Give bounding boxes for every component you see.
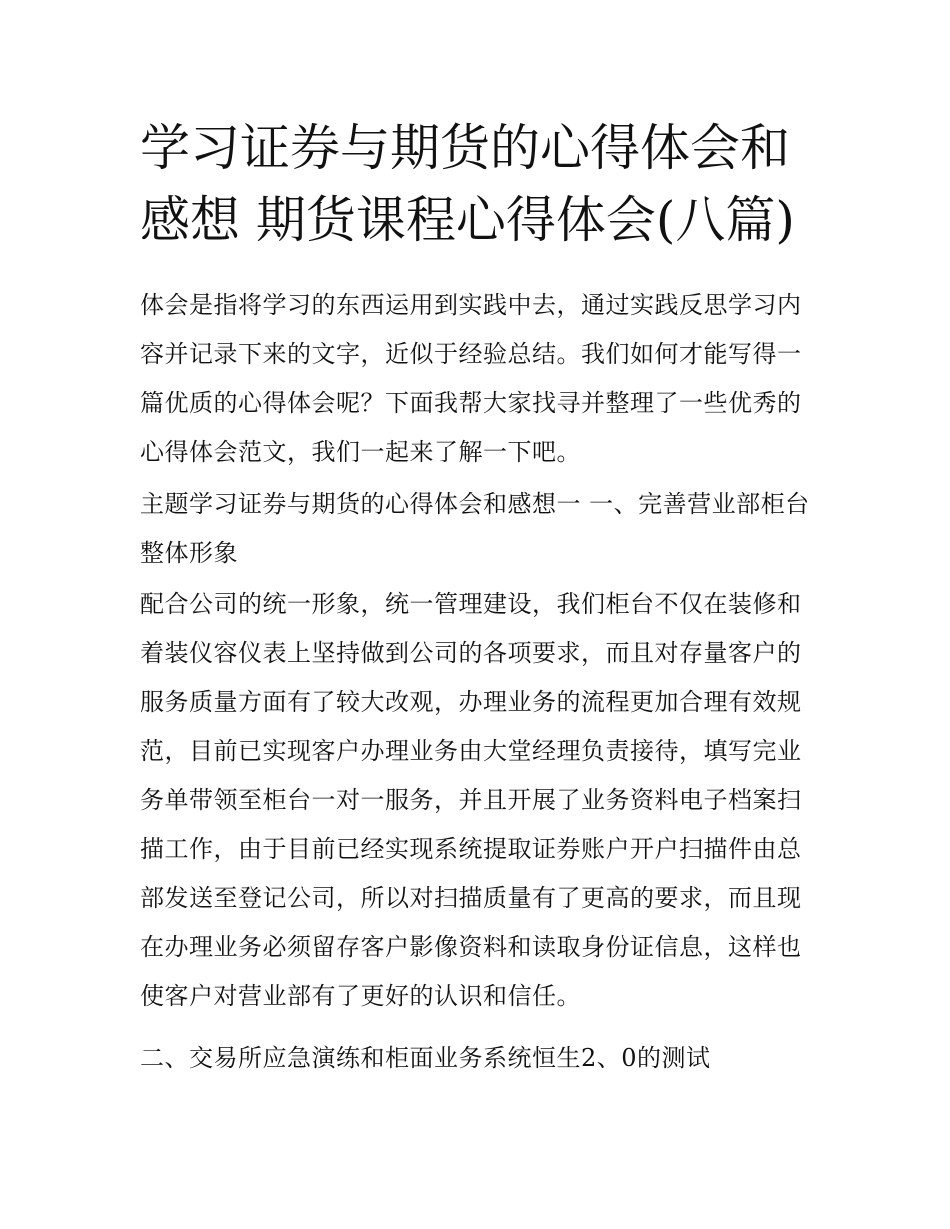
section-heading: 二、交易所应急演练和柜面业务系统恒生2、0的测试 xyxy=(140,1044,711,1072)
document-title: 学习证券与期货的心得体会和感想 期货课程心得体会(八篇) xyxy=(140,119,795,249)
topic-paragraph: 主题学习证券与期货的心得体会和感想一 一、完善营业部柜台整体形象 xyxy=(140,490,810,567)
body-paragraph: 配合公司的统一形象，统一管理建设，我们柜台不仅在装修和着装仪容仪表上坚持做到公司的各项要求，而且对存量客户的服务质量方面有了较大改观，办理业务的流程更加合理有效规范，目前已实现客户办理业务由大堂经理负责接待，填写完业务单带领至柜台一对一服务，并且开展了业务资料电子档案扫描工作，由于目前已经实现系统提取证券账户开户扫描件由总部发送至登记公司，所以对扫描质量有了更高的要求，而且现在办理业务必须留存客户影像资料和读取身份证信息，这样也使客户对营业部有了更好的认识和信任。 xyxy=(140,590,802,1010)
intro-paragraph: 体会是指将学习的东西运用到实践中去，通过实践反思学习内容并记录下来的文字，近似于经验总结。我们如何才能写得一篇优质的心得体会呢？下面我帮大家找寻并整理了一些优秀的心得体会范文，我们一起来了解一下吧。 xyxy=(140,291,802,466)
